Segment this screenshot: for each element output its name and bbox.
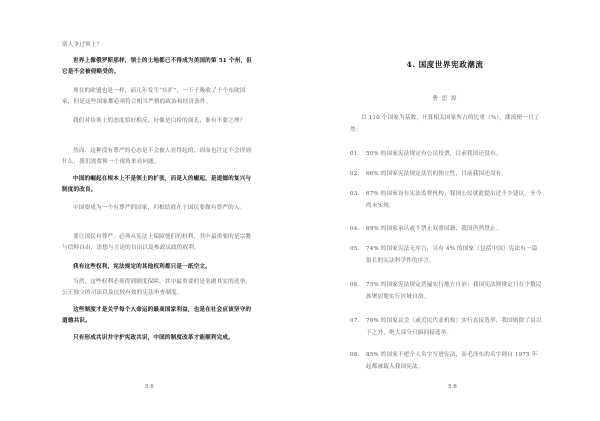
paragraph-3: 我们对待领土的态度恰好相反，好像是白捡的面孔，谁有不要之理？ [73,118,246,124]
list-item [350,224,542,236]
list-item [350,350,542,373]
paragraph-bold-2: 中国的崛起在根本上不是领土的扩张，而是人的崛起，是道德的复兴与制度的改良。 [62,176,252,193]
paragraph-5: 中国要成为一个有尊严的国家，归根结底在于国民要做有尊严的人。 [73,205,246,211]
list-item-number: 02. [350,171,360,177]
paragraph-bold-4: 这些制度才是关乎每个人命运的最高国家利益，也是在社会应该坚守的道德共识。 [62,307,252,324]
list-item-text: 50% 的国家宪法规定有公民投票，目前我国还没有。 [366,151,502,157]
paragraph-bold-3: 我有这些权利，宪法规定的其他权利都只是一纸空文。 [73,264,211,270]
paragraph-7: 当然，这些权利必须得到制度保障，其中最重要的是名副其实的选举、公正独立的司法以及比较有效的宪法审查制度。 [62,279,252,296]
list-item-text: 69% 的国家承认或不禁止双重国籍，我国仍然禁止。 [366,226,502,232]
paragraph-bold-5: 只有形成共识并守护宪政共识，中国的制度改革才能顺利完成。 [73,335,234,341]
list-item-number: 06. [350,282,360,288]
list-item [350,189,542,212]
list-item-number: 05. [350,246,360,252]
list-item-number: 07. [350,318,360,324]
paragraph-6: 要让国民有尊严，必须从宪法上保障他们的权利，其中最重要的是宗教与信仰自由，思想与言论的自由以及参政议政的权利。 [62,234,252,251]
list-item-number: 03. [350,191,360,197]
author-name: 曹 思 源 [432,96,458,102]
list-item-text: 76% 的国家议会（或近民代表机构）实行直接选举，我国则除了县以下之外，绝大部分只搞间接选举。 [366,318,542,336]
list-item-text: 85% 的国家不把个人名字写进宪法，而毛泽东的名字则自 1975 年起都被载入我国宪法。 [366,352,538,370]
left-page-number: 5 6 [145,384,154,390]
paragraph-bold-1: 世界上像俄罗斯那样，领土的土地都已不得成为美国的第 51 个州，但它是不会被侵略受的。 [62,58,252,75]
list-item-number: 08. [350,352,360,358]
list-item-number: 01. [350,151,360,157]
list-item [350,169,542,181]
list-item-number: 04. [350,226,360,232]
list-item [350,149,542,161]
list-item-text: 67% 的国家设有宪法监督机构；我国公民就此提出过不少建议，至今尚未实现。 [366,191,542,209]
list-item-text: 66% 的国家宪法规定法官的独立性，目前我国还没有。 [366,171,508,177]
list-item [350,316,542,339]
paragraph-4: 然而，这种没有尊严的心态是不会被人看得起的，因而也注定不会得到什么，我们需要换一个视角来看问题。 [62,148,252,165]
list-item [350,244,542,267]
paragraph-line-1: 别人争过领土？ [62,42,103,48]
section-title: 4. 国度世界宪政潮流 [406,60,484,69]
list-item-text: 75% 的国家宪法规定普遍实行地方自治；我国宪法则规定只在少数民族聚居地实行区域自治。 [366,282,542,300]
intro-paragraph: 以 110 个国家为基数，计算相关国家所占的比重（%），潮流便一目了然： [350,115,540,133]
paragraph-2: 现在的欧盟也是一样，前几年发生“东扩”，一下子吸收了十个东欧国家，但是这些国家都必须符合相当严格的政治和经济条件。 [62,88,246,105]
list-item-text: 74% 的国家宪法无序言，另有 4% 的国家（包括中国）宪法有一篇很长的宪法科学性的序言。 [366,246,538,264]
right-page-number: 5 6 [448,384,457,390]
list-item [350,280,542,303]
